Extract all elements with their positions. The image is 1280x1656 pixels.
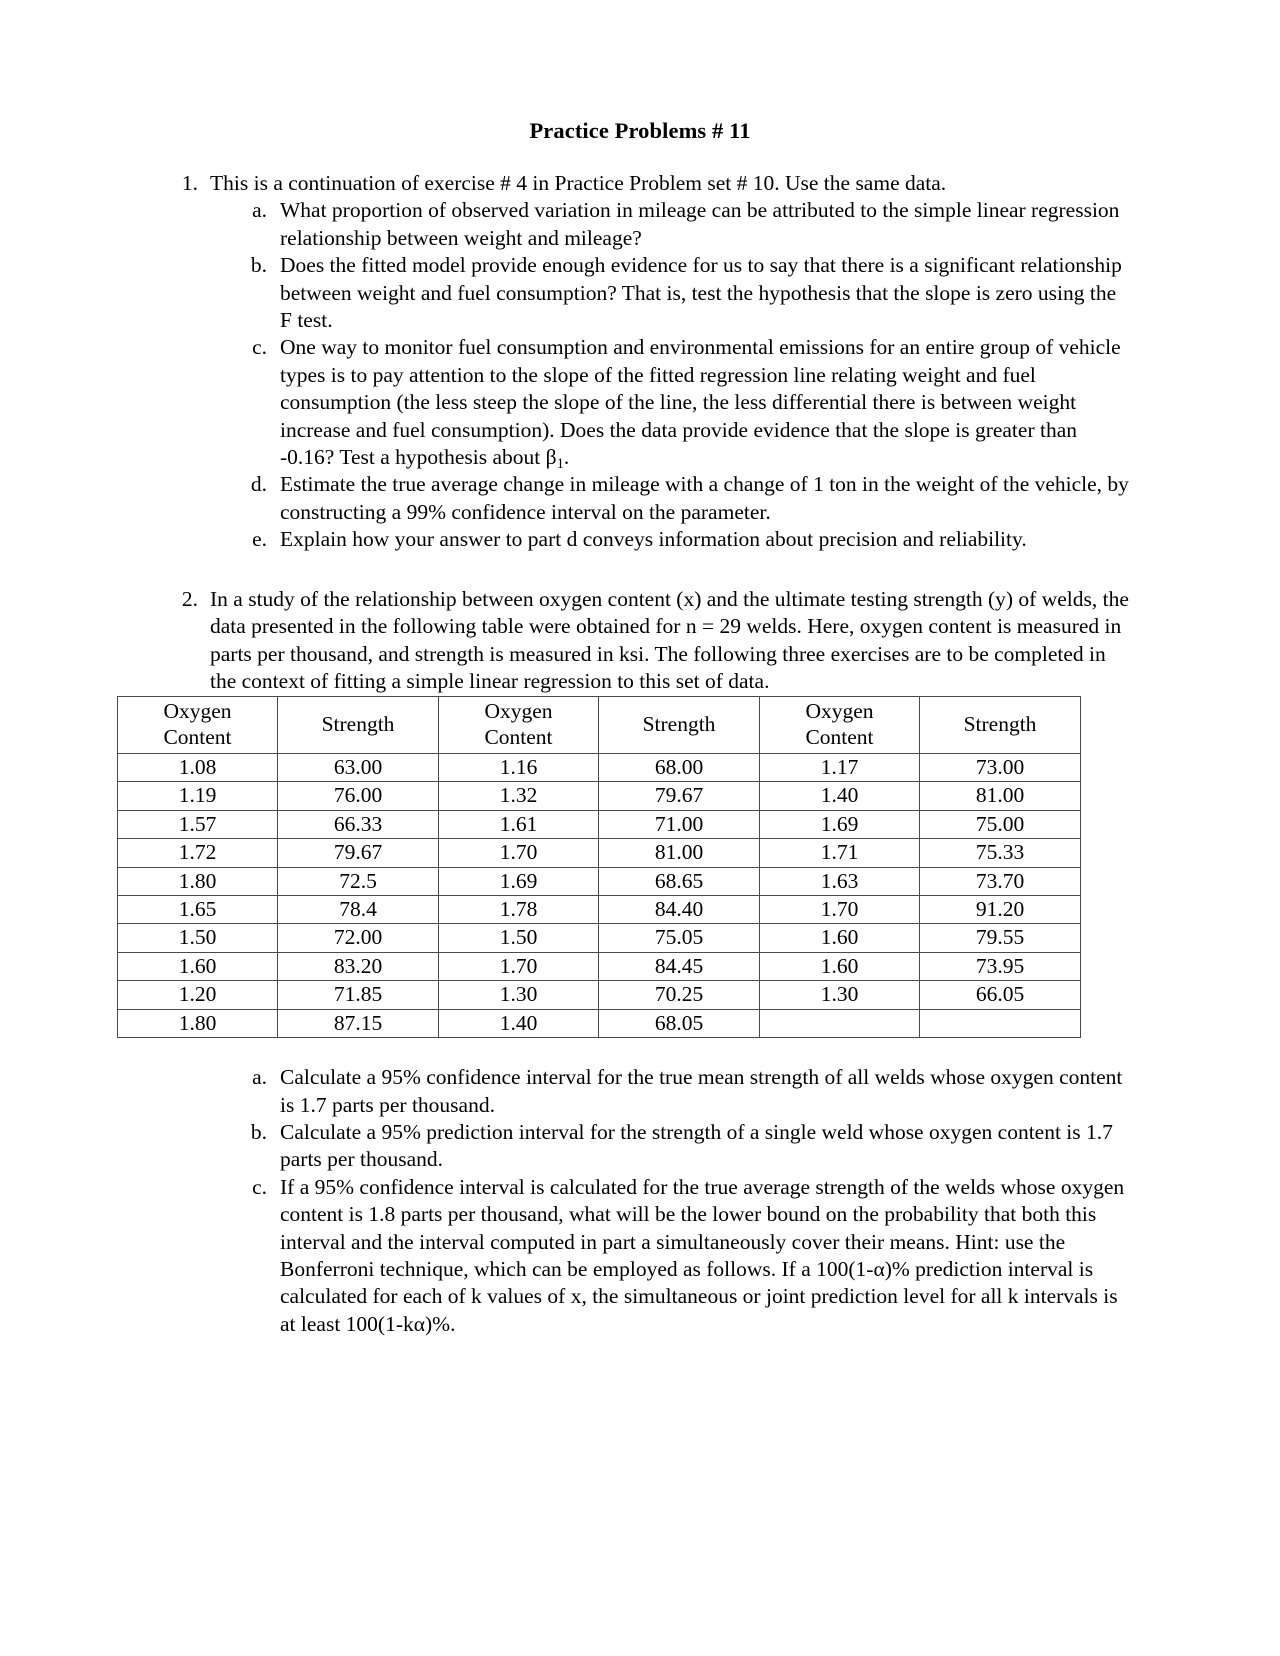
problem-1-item-b-marker: b.: [250, 253, 267, 278]
problem-1-item-c-text: [280, 334, 1130, 471]
problem-1-item-a: [243, 197, 1130, 252]
table-cell: 1.78: [439, 896, 599, 924]
problem-1-item-c: [243, 334, 1130, 471]
table-cell: 81.00: [920, 782, 1081, 810]
problem-2-item-b-marker: b.: [250, 1119, 267, 1144]
table-cell: 87.15: [278, 1009, 439, 1037]
problem-1-item-a-marker: a.: [252, 198, 267, 223]
table-row: [118, 896, 1081, 924]
header-oxygen-line1-c: Oxygen: [805, 699, 874, 724]
table-cell: 1.69: [760, 810, 920, 838]
problem-1-item-c-text-part2: .: [563, 445, 570, 470]
table-cell: 68.00: [599, 754, 760, 782]
table-cell: 84.45: [599, 952, 760, 980]
table-cell: 76.00: [278, 782, 439, 810]
header-strength-1: Strength: [278, 697, 439, 754]
table-cell: 1.57: [118, 810, 278, 838]
table-cell: 1.63: [760, 867, 920, 895]
table-spacer: [150, 1038, 1130, 1064]
table-cell: 73.95: [920, 952, 1081, 980]
problem-1: [164, 170, 1130, 197]
table-row: [118, 754, 1081, 782]
table-body: [118, 754, 1081, 1038]
problem-2-item-a: [243, 1064, 1130, 1119]
problem-1-item-b-text: Does the fitted model provide enough evidence for us to say that there is a significant relationship between weight and fuel consumption? That is, test the hypothesis that the slope is zero using the F test.: [280, 253, 1122, 333]
table-cell: 1.50: [439, 924, 599, 952]
table-header-row: [118, 697, 1081, 754]
table-cell: 1.17: [760, 754, 920, 782]
table-row: [118, 810, 1081, 838]
problem-2-item-a-marker: a.: [252, 1065, 267, 1090]
table-cell: 1.70: [760, 896, 920, 924]
table-cell: 79.67: [278, 839, 439, 867]
header-oxygen-line2-a: Content: [163, 724, 232, 749]
problem-1-item-a-text: What proportion of observed variation in mileage can be attributed to the simple linear regression relationship between weight and mileage?: [280, 198, 1120, 250]
table-cell: 63.00: [278, 754, 439, 782]
header-strength-2: Strength: [599, 697, 760, 754]
problem-2-intro: In a study of the relationship between oxygen content (x) and the ultimate testing strength (y) of welds, the data presented in the following table were obtained for n = 29 welds. Here, oxygen content is measured in parts per thousand, and strength is measured in ksi. The following three exercises are to be completed in the context of fitting a simple linear regression to this set of data.: [210, 586, 1129, 693]
table-cell: 73.00: [920, 754, 1081, 782]
table-cell: 70.25: [599, 981, 760, 1009]
table-cell: 68.05: [599, 1009, 760, 1037]
table-cell: 1.60: [118, 952, 278, 980]
table-cell: 81.00: [599, 839, 760, 867]
table-cell: 1.20: [118, 981, 278, 1009]
header-oxygen-line1-a: Oxygen: [163, 699, 232, 724]
table-row: [118, 981, 1081, 1009]
table-cell: 73.70: [920, 867, 1081, 895]
header-oxygen-line2-b: Content: [484, 724, 553, 749]
table-cell: 1.19: [118, 782, 278, 810]
problem-1-subitems: [243, 197, 1130, 553]
problem-1-item-b: [243, 252, 1130, 334]
table-cell: 1.69: [439, 867, 599, 895]
table-cell: 78.4: [278, 896, 439, 924]
header-oxygen-content-2: [439, 697, 599, 754]
header-strength-3: Strength: [920, 697, 1081, 754]
table-cell: 1.70: [439, 839, 599, 867]
table-cell: 1.16: [439, 754, 599, 782]
problem-2-item-c-text: If a 95% confidence interval is calculated for the true average strength of the welds whose oxygen content is 1.8 parts per thousand, what will be the lower bound on the probability that both this interval and the interval computed in part a simultaneously cover their means. Hint: use the Bonferroni technique, which can be employed as follows. If a 100(1-α)% prediction interval is calculated for each of k values of x, the simultaneous or joint prediction level for all k intervals is at least 100(1-kα)%.: [280, 1174, 1125, 1336]
table-cell: 79.55: [920, 924, 1081, 952]
table-row: [118, 924, 1081, 952]
problem-2-item-c-marker: c.: [252, 1174, 267, 1199]
table-row: [118, 952, 1081, 980]
table-cell: 1.30: [760, 981, 920, 1009]
header-oxygen-line2-c: Content: [805, 724, 874, 749]
problem-1-item-e-text: Explain how your answer to part d conveys information about precision and reliability.: [280, 527, 1027, 552]
table-cell: 1.71: [760, 839, 920, 867]
table-cell: 75.05: [599, 924, 760, 952]
table-row: [118, 1009, 1081, 1037]
header-oxygen-line1-b: Oxygen: [484, 699, 553, 724]
table-cell: 66.05: [920, 981, 1081, 1009]
table-cell: 1.65: [118, 896, 278, 924]
table-cell: 72.5: [278, 867, 439, 895]
problem-1-item-c-marker: c.: [252, 335, 267, 360]
beta-subscript: 1: [556, 456, 564, 473]
table-cell: 84.40: [599, 896, 760, 924]
table-cell: 91.20: [920, 896, 1081, 924]
problem-1-item-e: [243, 526, 1130, 553]
table-cell: [760, 1009, 920, 1037]
problem-1-item-d-text: Estimate the true average change in mileage with a change of 1 ton in the weight of the vehicle, by constructing a 99% confidence interval on the parameter.: [280, 472, 1129, 524]
problem-2: [164, 586, 1130, 696]
table-cell: 1.61: [439, 810, 599, 838]
table-cell: 79.67: [599, 782, 760, 810]
table-cell: [920, 1009, 1081, 1037]
problem-2-item-b: [243, 1119, 1130, 1174]
weld-data-table: [117, 696, 1081, 1038]
table-cell: 1.08: [118, 754, 278, 782]
problem-2-item-c: [243, 1174, 1130, 1338]
table-cell: 1.80: [118, 867, 278, 895]
table-cell: 75.33: [920, 839, 1081, 867]
table-cell: 71.00: [599, 810, 760, 838]
problem-2-item-b-text: Calculate a 95% prediction interval for the strength of a single weld whose oxygen content is 1.7 parts per thousand.: [280, 1119, 1113, 1172]
problem-1-marker: 1.: [181, 171, 198, 195]
table-cell: 1.32: [439, 782, 599, 810]
problem-2-item-a-text: Calculate a 95% confidence interval for the true mean strength of all welds whose oxygen content is 1.7 parts per thousand.: [280, 1065, 1123, 1117]
table-cell: 75.00: [920, 810, 1081, 838]
page-title: Practice Problems # 11: [529, 118, 751, 143]
table-cell: 1.80: [118, 1009, 278, 1037]
problem-1-item-d-marker: d.: [250, 472, 267, 497]
table-row: [118, 867, 1081, 895]
table-cell: 83.20: [278, 952, 439, 980]
table-cell: 1.40: [760, 782, 920, 810]
problem-1-item-e-marker: e.: [252, 527, 267, 552]
table-cell: 1.50: [118, 924, 278, 952]
table-cell: 1.60: [760, 924, 920, 952]
table-cell: 1.60: [760, 952, 920, 980]
table-cell: 71.85: [278, 981, 439, 1009]
table-cell: 66.33: [278, 810, 439, 838]
table-row: [118, 782, 1081, 810]
problem-2-subitems: [243, 1064, 1130, 1338]
header-oxygen-content-1: [118, 697, 278, 754]
problem-1-item-d: [243, 471, 1130, 526]
section-spacer: [150, 554, 1130, 586]
table-cell: 1.40: [439, 1009, 599, 1037]
problem-1-intro: This is a continuation of exercise # 4 in Practice Problem set # 10. Use the same data.: [210, 171, 947, 195]
problem-1-item-c-text-part1: One way to monitor fuel consumption and environmental emissions for an entire group of vehicle types is to pay attention to the slope of the fitted regression line relating weight and fuel consumption (the less steep the slope of the line, the less differential there is between weight increase and fuel consumption). Does the data provide evidence that the slope is greater than -0.16? Test a hypothesis about β: [280, 335, 1121, 470]
table-cell: 68.65: [599, 867, 760, 895]
table-cell: 72.00: [278, 924, 439, 952]
header-oxygen-content-3: [760, 697, 920, 754]
problem-2-marker: 2.: [181, 586, 198, 611]
table-row: [118, 839, 1081, 867]
table-cell: 1.70: [439, 952, 599, 980]
table-cell: 1.72: [118, 839, 278, 867]
table-cell: 1.30: [439, 981, 599, 1009]
